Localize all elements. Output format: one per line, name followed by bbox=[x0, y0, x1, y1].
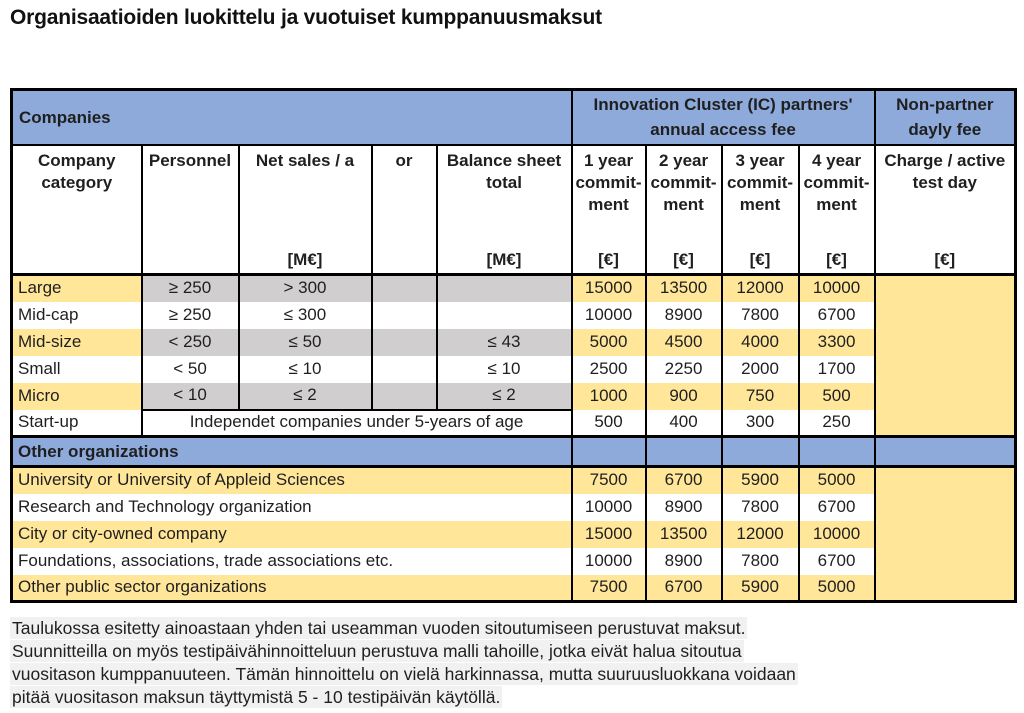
col-label: Personnel bbox=[148, 151, 232, 170]
col-header-3-year bbox=[722, 145, 799, 275]
other-organizations-band-row bbox=[12, 437, 1016, 467]
fee-1yr-cell: 1000 bbox=[572, 383, 646, 410]
col-label: Balance sheet total bbox=[446, 151, 562, 193]
personnel-cell: ≥ 250 bbox=[142, 275, 239, 302]
col-label: Net sales / a bbox=[255, 151, 355, 170]
fee-2yr-cell: 13500 bbox=[646, 275, 722, 302]
col-unit: [€] bbox=[826, 249, 847, 269]
category-cell: Start-up bbox=[12, 410, 142, 437]
net-sales-cell: ≤ 300 bbox=[239, 302, 372, 329]
table-row-mid-cap bbox=[12, 302, 1016, 329]
fee-3yr-cell: 12000 bbox=[722, 275, 799, 302]
fee-1yr-cell: 10000 bbox=[572, 494, 646, 521]
category-cell: Large bbox=[12, 275, 142, 302]
col-unit: [M€] bbox=[287, 249, 323, 269]
table-row-other-public bbox=[12, 575, 1016, 602]
fee-4yr-cell: 5000 bbox=[799, 575, 875, 602]
or-cell bbox=[372, 275, 437, 302]
col-unit: [€] bbox=[749, 249, 771, 269]
fee-2yr-cell: 400 bbox=[646, 410, 722, 437]
col-header-4-year bbox=[799, 145, 875, 275]
table-row-foundations bbox=[12, 548, 1016, 575]
fee-2yr-cell: 13500 bbox=[646, 521, 722, 548]
fee-3yr-cell: 5900 bbox=[722, 467, 799, 494]
col-header-net-sales bbox=[239, 145, 372, 275]
category-cell: Small bbox=[12, 356, 142, 383]
col-header-2-year bbox=[646, 145, 722, 275]
table-row-micro bbox=[12, 383, 1016, 410]
personnel-cell: < 10 bbox=[142, 383, 239, 410]
col-label: 3 year commit-ment bbox=[726, 151, 794, 215]
page-title: Organisaatioiden luokittelu ja vuotuiset kumppanuusmaksut bbox=[10, 6, 602, 29]
fee-2yr-cell: 900 bbox=[646, 383, 722, 410]
ic-fee-band-header: Innovation Cluster (IC) partners' annual access fee bbox=[572, 90, 875, 146]
personnel-cell: < 50 bbox=[142, 356, 239, 383]
col-header-personnel bbox=[142, 145, 239, 275]
balance-cell: ≤ 10 bbox=[437, 356, 572, 383]
col-header-category bbox=[12, 145, 142, 275]
table-row-city bbox=[12, 521, 1016, 548]
col-unit: [€] bbox=[673, 249, 694, 269]
table-row-large bbox=[12, 275, 1016, 302]
band-empty-cell bbox=[875, 437, 1016, 467]
fee-1yr-cell: 500 bbox=[572, 410, 646, 437]
net-sales-cell: > 300 bbox=[239, 275, 372, 302]
fee-3yr-cell: 7800 bbox=[722, 548, 799, 575]
net-sales-cell: ≤ 2 bbox=[239, 383, 372, 410]
table-row-small bbox=[12, 356, 1016, 383]
fee-4yr-cell: 10000 bbox=[799, 275, 875, 302]
personnel-cell: ≥ 250 bbox=[142, 302, 239, 329]
personnel-cell: < 250 bbox=[142, 329, 239, 356]
table-row-mid-size bbox=[12, 329, 1016, 356]
col-header-or bbox=[372, 145, 437, 275]
fee-3yr-cell: 7800 bbox=[722, 302, 799, 329]
organization-cell: City or city-owned company bbox=[12, 521, 572, 548]
organization-cell: Foundations, associations, trade associations etc. bbox=[12, 548, 572, 575]
fee-1yr-cell: 7500 bbox=[572, 575, 646, 602]
col-label: 2 year commit-ment bbox=[650, 151, 717, 215]
fee-1yr-cell: 10000 bbox=[572, 302, 646, 329]
band-empty-cell bbox=[646, 437, 722, 467]
col-header-charge bbox=[875, 145, 1016, 275]
fee-2yr-cell: 6700 bbox=[646, 467, 722, 494]
fee-3yr-cell: 5900 bbox=[722, 575, 799, 602]
or-cell bbox=[372, 329, 437, 356]
fee-2yr-cell: 6700 bbox=[646, 575, 722, 602]
footer-line: Suunnitteilla on myös testipäivähinnoitteluun perustuva malli tahoille, jotka eivät halua sitoutua bbox=[12, 641, 742, 661]
fee-3yr-cell: 2000 bbox=[722, 356, 799, 383]
net-sales-cell: ≤ 50 bbox=[239, 329, 372, 356]
fee-3yr-cell: 750 bbox=[722, 383, 799, 410]
or-cell bbox=[372, 383, 437, 410]
footer-note bbox=[10, 617, 1018, 709]
fee-1yr-cell: 2500 bbox=[572, 356, 646, 383]
fee-4yr-cell: 10000 bbox=[799, 521, 875, 548]
col-label: or bbox=[395, 151, 413, 170]
charge-empty-cell-organizations bbox=[875, 467, 1016, 602]
fee-4yr-cell: 5000 bbox=[799, 467, 875, 494]
category-cell: Mid-cap bbox=[12, 302, 142, 329]
category-cell: Mid-size bbox=[12, 329, 142, 356]
fee-1yr-cell: 15000 bbox=[572, 521, 646, 548]
charge-empty-cell-companies bbox=[875, 275, 1016, 437]
band-header-row bbox=[12, 90, 1016, 146]
fee-2yr-cell: 8900 bbox=[646, 494, 722, 521]
organization-cell: Other public sector organizations bbox=[12, 575, 572, 602]
fee-1yr-cell: 7500 bbox=[572, 467, 646, 494]
balance-cell bbox=[437, 275, 572, 302]
fee-3yr-cell: 12000 bbox=[722, 521, 799, 548]
col-unit: [€] bbox=[934, 249, 956, 269]
fee-2yr-cell: 8900 bbox=[646, 302, 722, 329]
fee-2yr-cell: 2250 bbox=[646, 356, 722, 383]
other-organizations-band-header: Other organizations bbox=[12, 437, 572, 467]
fee-1yr-cell: 5000 bbox=[572, 329, 646, 356]
fee-2yr-cell: 4500 bbox=[646, 329, 722, 356]
balance-cell: ≤ 43 bbox=[437, 329, 572, 356]
fee-3yr-cell: 300 bbox=[722, 410, 799, 437]
non-partner-band-header: Non-partner dayly fee bbox=[875, 90, 1016, 146]
footer-line: pitää vuositason maksun täyttymistä 5 - 10 testipäivän käytöllä. bbox=[12, 687, 501, 707]
balance-cell: ≤ 2 bbox=[437, 383, 572, 410]
fee-4yr-cell: 250 bbox=[799, 410, 875, 437]
fee-4yr-cell: 3300 bbox=[799, 329, 875, 356]
band-empty-cell bbox=[799, 437, 875, 467]
col-label: 1 year commit-ment bbox=[575, 151, 642, 215]
organization-cell: University or University of Appleid Sciences bbox=[12, 467, 572, 494]
fee-3yr-cell: 7800 bbox=[722, 494, 799, 521]
column-header-row bbox=[12, 145, 1016, 275]
table-row-start-up bbox=[12, 410, 1016, 437]
companies-band-header: Companies bbox=[12, 90, 572, 146]
fee-4yr-cell: 6700 bbox=[799, 494, 875, 521]
col-label: Charge / active test day bbox=[884, 151, 1006, 193]
category-cell: Micro bbox=[12, 383, 142, 410]
col-unit: [€] bbox=[598, 249, 619, 269]
band-empty-cell bbox=[572, 437, 646, 467]
band-empty-cell bbox=[722, 437, 799, 467]
or-cell bbox=[372, 356, 437, 383]
col-label: Company category bbox=[38, 151, 116, 193]
col-label: 4 year commit-ment bbox=[803, 151, 870, 215]
net-sales-cell: ≤ 10 bbox=[239, 356, 372, 383]
balance-cell bbox=[437, 302, 572, 329]
fee-3yr-cell: 4000 bbox=[722, 329, 799, 356]
fee-1yr-cell: 10000 bbox=[572, 548, 646, 575]
fee-4yr-cell: 1700 bbox=[799, 356, 875, 383]
fee-4yr-cell: 6700 bbox=[799, 302, 875, 329]
fee-2yr-cell: 8900 bbox=[646, 548, 722, 575]
footer-line: vuositason kumppanuuteen. Tämän hinnoittelu on vielä harkinnassa, mutta suuruusluokkana voidaan bbox=[12, 664, 796, 684]
table-row-university bbox=[12, 467, 1016, 494]
or-cell bbox=[372, 302, 437, 329]
fee-1yr-cell: 15000 bbox=[572, 275, 646, 302]
organization-cell: Research and Technology organization bbox=[12, 494, 572, 521]
col-header-balance-sheet bbox=[437, 145, 572, 275]
fee-table bbox=[10, 88, 1017, 603]
col-header-1-year bbox=[572, 145, 646, 275]
col-unit: [M€] bbox=[486, 249, 522, 269]
startup-note-cell: Independet companies under 5-years of age bbox=[142, 410, 572, 437]
footer-line: Taulukossa esitetty ainoastaan yhden tai useamman vuoden sitoutumiseen perustuvat maksut. bbox=[12, 618, 746, 638]
table-row-research bbox=[12, 494, 1016, 521]
fee-4yr-cell: 500 bbox=[799, 383, 875, 410]
fee-4yr-cell: 6700 bbox=[799, 548, 875, 575]
